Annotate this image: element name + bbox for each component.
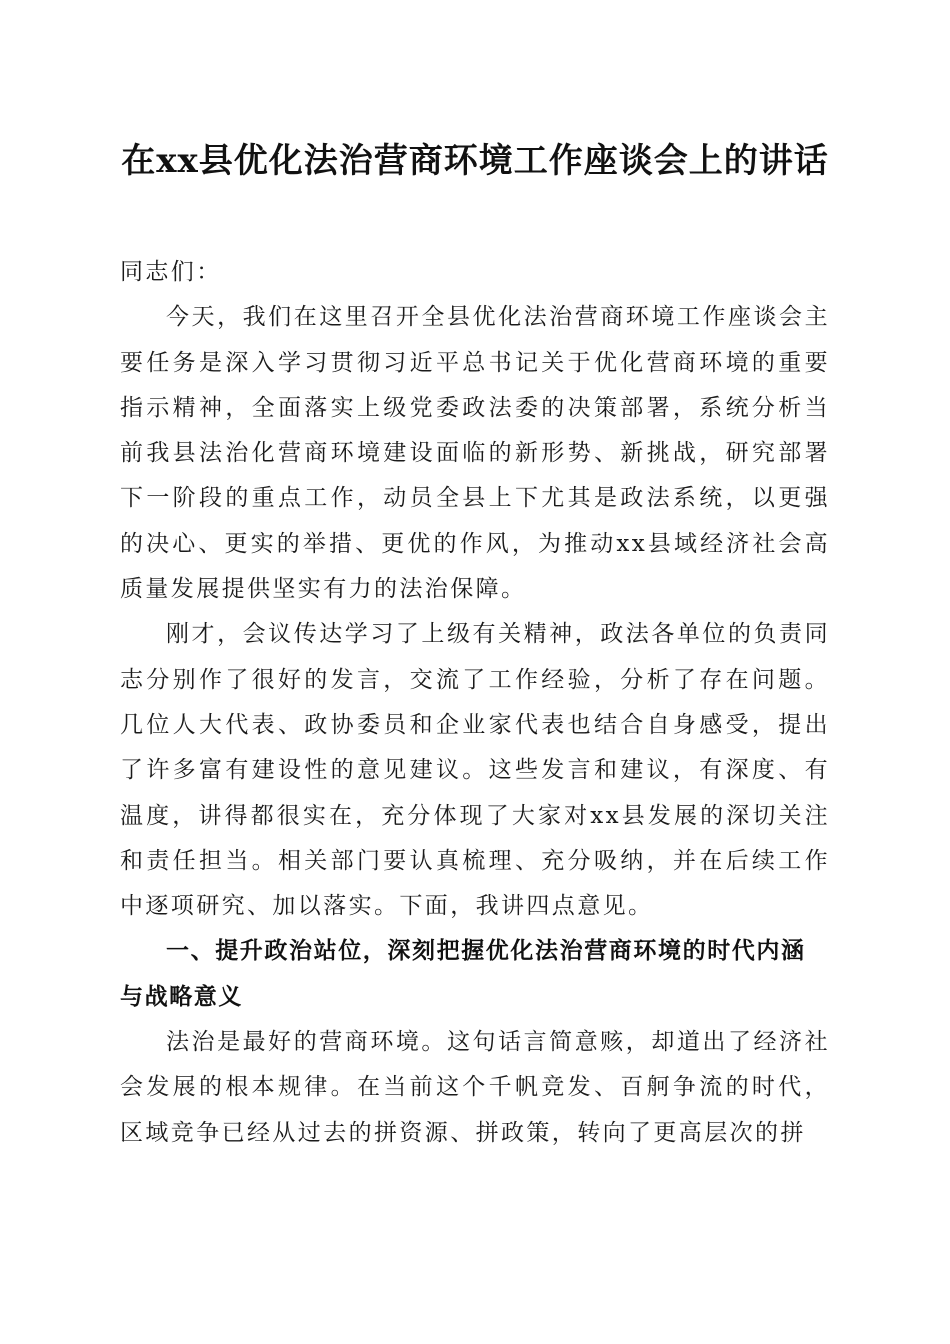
section-heading-1: 一、提升政治站位，深刻把握优化法治营商环境的时代内涵与战略意义 [120, 938, 806, 1010]
document-title: 在xx县优化法治营商环境工作座谈会上的讲话 [121, 141, 829, 181]
salutation: 同志们： [120, 259, 222, 285]
section-1-paragraph: 法治是最好的营商环境。这句话言简意赅，却道出了经济社会发展的根本规律。在当前这个千帆竞发、百舸争流的时代，区域竞争已经从过去的拼资源、拼政策，转向了更高层次的拼 [120, 1029, 830, 1146]
paragraph-intro: 今天，我们在这里召开全县优化法治营商环境工作座谈会主要任务是深入学习贯彻习近平总书记关于优化营商环境的重要指示精神，全面落实上级党委政法委的决策部署，系统分析当前我县法治化营商环境建设面临的新形势、新挑战，研究部署下一阶段的重点工作，动员全县上下尤其是政法系统，以更强的决心、更实的举措、更优的作风，为推动xx县域经济社会高质量发展提供坚实有力的法治保障。 [120, 304, 830, 603]
document-body [120, 250, 830, 1156]
paragraph-review: 刚才，会议传达学习了上级有关精神，政法各单位的负责同志分别作了很好的发言，交流了工作经验，分析了存在问题。几位人大代表、政协委员和企业家代表也结合自身感受，提出了许多富有建设性的意见建议。这些发言和建议，有深度、有温度，讲得都很实在，充分体现了大家对xx县发展的深切关注和责任担当。相关部门要认真梳理、充分吸纳，并在后续工作中逐项研究、加以落实。下面，我讲四点意见。 [120, 621, 830, 920]
